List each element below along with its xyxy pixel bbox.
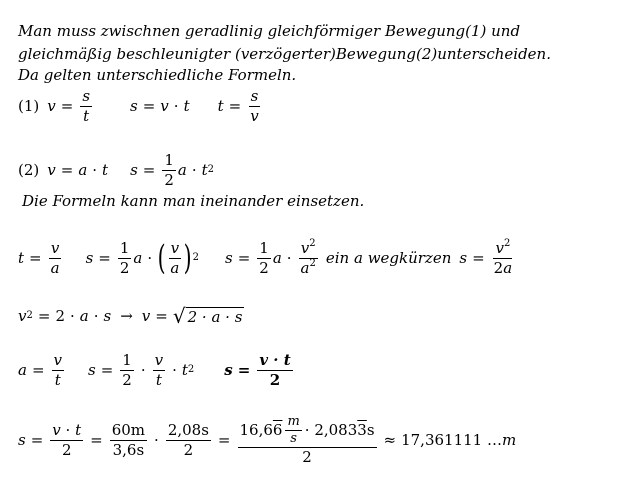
- formula-1-label: (1): [18, 97, 40, 115]
- fraction-s-over-t: $\frac{s}{t}$: [82, 86, 91, 125]
- fraction-2-08s-over-2: $\frac{2,08s}{2}$: [167, 420, 209, 459]
- insert-note: Die Formeln kann man ineinander einsetzen.: [22, 192, 365, 210]
- formula-row-2: (2) v = a · t s = $\frac{1}{2}$ a · t 2: [18, 150, 215, 189]
- arrow-symbol: →: [120, 307, 133, 325]
- fraction-v2-over-2a: $\frac{v^2}{2a}$: [493, 237, 513, 277]
- formula-row-5: a = $\frac{v}{t}$ s = $\frac{1}{2}$ · $\frac{v}{t}$ · t 2 s = $\frac{v \cdot t}{2}$: [18, 350, 291, 389]
- result-unit: m: [501, 431, 517, 449]
- fraction-s-over-v: $\frac{s}{v}$: [250, 86, 259, 125]
- fraction-vt-over-2: $\frac{v \cdot t}{2}$: [52, 420, 82, 459]
- fraction-v2-over-a2: $\frac{v^2}{a^2}$: [300, 237, 316, 277]
- fraction-v-over-a: $\frac{v}{a}$: [50, 238, 60, 277]
- formula-row-4: v 2 = 2 · a · s → v = √ 2 · a · s: [18, 304, 243, 328]
- fraction-final-big: 16,6 6 $\frac{m}{s}$ · 2,083 3 s 2: [239, 413, 375, 466]
- formula-row-3: t = $\frac{v}{a}$ s = $\frac{1}{2}$ a · ( $\frac{v}{a}$ ) 2 s = $\frac{1}{2}$ a · $\frac{v^2}{a^2}$ ein a wegkürzen s = $\frac{v^2}{2a}$: [18, 237, 513, 278]
- intro-line-1: Man muss zwischnen geradlinig gleichförmiger Bewegung(1) und: [18, 22, 521, 40]
- var-v: v: [47, 97, 56, 115]
- intro-line-2: gleichmäßig beschleunigter (verzögerter)Bewegung(2)unterscheiden.: [18, 45, 551, 63]
- var-t: t: [217, 97, 224, 115]
- formula-row-1: (1) v = $\frac{s}{t}$ s = v · t t = $\frac{s}{v}$: [18, 86, 259, 125]
- fraction-60m-over-3-6s: $\frac{60m}{3,6s}$: [111, 420, 146, 459]
- formula-2-label: (2): [18, 161, 40, 179]
- approx-symbol: ≈: [383, 431, 397, 449]
- result-value: 17,361111 …: [401, 431, 502, 449]
- square-root: √ 2 · a · s: [172, 304, 243, 328]
- var-s: s: [130, 97, 138, 115]
- intro-line-3: Da gelten unterschiedliche Formeln.: [18, 66, 297, 84]
- fraction-one-half: $\frac{1}{2}$: [164, 150, 174, 189]
- formula-row-6: s = $\frac{v \cdot t}{2}$ = $\frac{60m}{3,6s}$ · $\frac{2,08s}{2}$ = 16,6 6 $\frac{m}{s}$ · 2,083 3 s 2 ≈ 17,361111 … m: [18, 413, 517, 466]
- fraction-vt-over-2-bold: $\frac{v \cdot t}{2}$: [259, 350, 291, 389]
- fraction-v-over-t: $\frac{v}{t}$: [53, 350, 63, 389]
- kuerzen-note: ein a wegkürzen: [325, 249, 452, 267]
